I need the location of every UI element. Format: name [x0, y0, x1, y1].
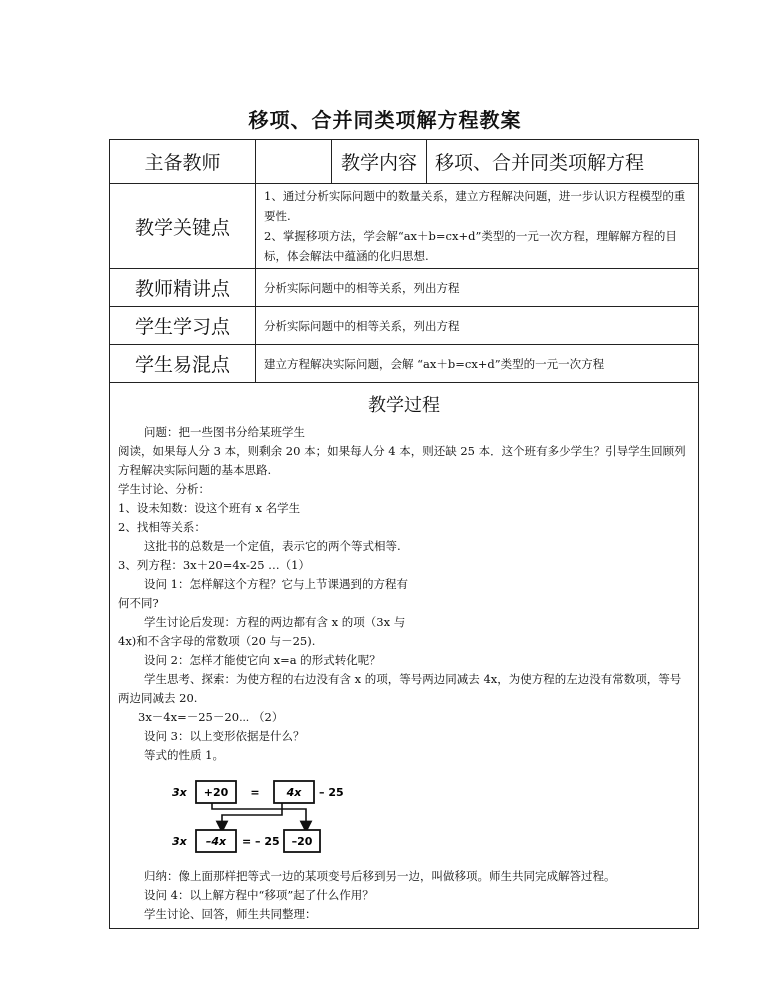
key-point-1: 1、通过分析实际问题中的数量关系，建立方程解决问题，进一步认识方程模型的重要性.	[264, 189, 686, 223]
key-point-2: 2、掌握移项方法，学会解“ax＋b=cx+d”类型的一元一次方程，理解解方程的目标，体会解法中蕴涵的化归思想.	[264, 229, 677, 263]
process-after-line: 归纳：像上面那样把等式一边的某项变号后移到另一边，叫做移项。师生共同完成解答过程。	[144, 869, 616, 883]
process-line: 问题：把一些图书分给某班学生	[144, 425, 305, 439]
diagram-r1-right: – 25	[319, 786, 344, 799]
student-confusion-row	[110, 345, 699, 383]
diagram-r2-eq: = – 25	[242, 835, 280, 848]
diagram-r1-left: 3x	[172, 786, 187, 799]
key-points-row	[110, 184, 699, 269]
process-line: 何不同?	[118, 596, 159, 610]
process-row	[110, 383, 699, 929]
header-row	[110, 140, 699, 184]
student-confusion-label: 学生易混点	[110, 345, 256, 383]
diagram-r2-box2-text: –20	[291, 835, 313, 848]
process-line: 等式的性质 1。	[144, 748, 224, 762]
process-line: 设问 1：怎样解这个方程？它与上节课遇到的方程有	[144, 577, 408, 591]
diagram-r2-left: 3x	[172, 835, 187, 848]
process-line: 学生讨论后发现：方程的两边都有含 x 的项（3x 与	[144, 615, 406, 629]
process-line: 设问 3：以上变形依据是什么？	[144, 729, 305, 743]
process-line: 这批书的总数是一个定值，表示它的两个等式相等.	[144, 539, 401, 553]
process-after-line: 设问 4：以上解方程中“移项”起了什么作用？	[144, 888, 374, 902]
teacher-focus-value: 分析实际问题中的相等关系，列出方程	[256, 269, 699, 307]
process-line: 2、找相等关系：	[118, 520, 206, 534]
diagram-r2-box1-text: –4x	[205, 835, 227, 848]
content-value: 移项、合并同类项解方程	[427, 140, 699, 184]
content-label: 教学内容	[332, 140, 427, 184]
teacher-label: 主备教师	[110, 140, 256, 184]
process-line: 4x)和不含字母的常数项（20 与－25).	[118, 634, 316, 648]
process-line: 学生讨论、分析：	[118, 482, 210, 496]
key-points-label: 教学关键点	[110, 184, 256, 269]
key-points-value	[256, 184, 699, 269]
student-study-value: 分析实际问题中的相等关系，列出方程	[256, 307, 699, 345]
page-title: 移项、合并同类项解方程教案	[248, 108, 522, 132]
student-study-row	[110, 307, 699, 345]
teacher-focus-label: 教师精讲点	[110, 269, 256, 307]
process-line: 3、列方程：3x＋20=4x-25 …（1）	[118, 558, 310, 572]
diagram-r1-box2-text: 4x	[286, 786, 302, 799]
process-cell	[110, 383, 699, 929]
process-line: 阅读，如果每人分 3 本，则剩余 20 本；如果每人分 4 本，则还缺 25 本．这个班有多少学生？引导学生回顾列方程解决实际问题的基本思路.	[118, 444, 686, 477]
process-after-line: 学生讨论、回答，师生共同整理：	[144, 907, 317, 921]
process-line: 3x－4x=－25－20⋯ （2）	[138, 710, 284, 724]
process-line: 学生思考、探索：为使方程的右边没有含 x 的项，等号两边同减去 4x，为使方程的左边没有常数项，等号两边同减去 20.	[118, 672, 682, 705]
student-study-label: 学生学习点	[110, 307, 256, 345]
student-confusion-value: 建立方程解决实际问题，会解 “ax＋b=cx+d”类型的一元一次方程	[256, 345, 699, 383]
lesson-plan-table	[109, 139, 699, 929]
arrow-4x-move	[222, 803, 282, 827]
process-line: 1、设未知数：设这个班有 x 名学生	[118, 501, 301, 515]
teacher-focus-row	[110, 269, 699, 307]
process-line: 设问 2：怎样才能使它向 x=a 的形式转化呢？	[144, 653, 381, 667]
teacher-value	[256, 140, 332, 184]
diagram-r1-eq: =	[250, 786, 260, 799]
process-title: 教学过程	[368, 395, 440, 416]
diagram-r1-box1-text: +20	[203, 786, 229, 799]
transposition-diagram	[164, 775, 344, 855]
